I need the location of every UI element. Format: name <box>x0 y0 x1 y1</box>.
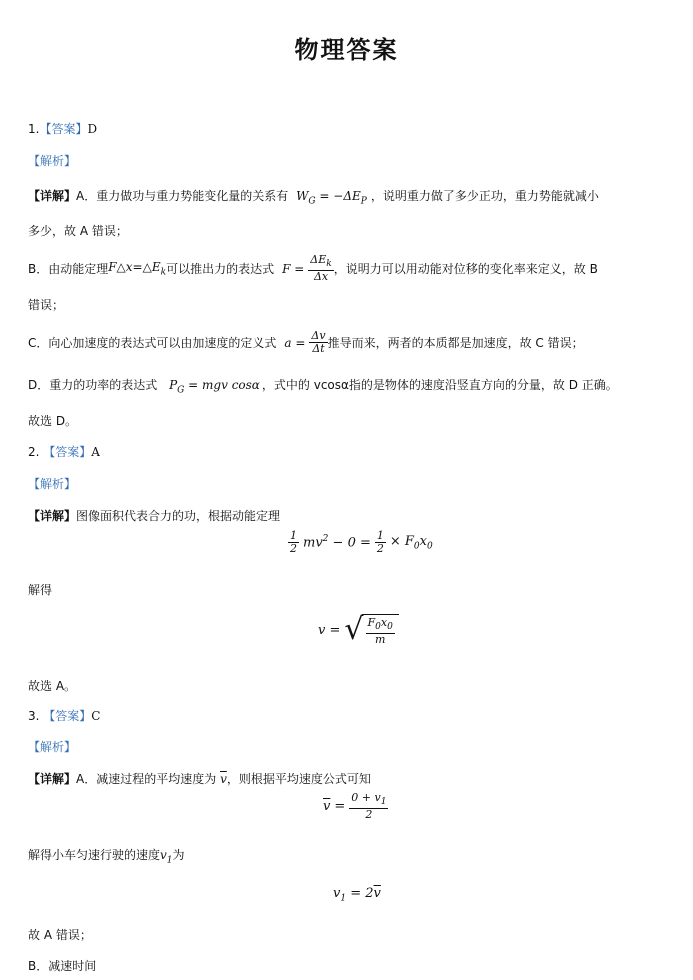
q1-detail-tag: 【详解】 <box>28 189 77 203</box>
q3-analysis-tag: 【解析】 <box>28 740 77 754</box>
q2-answer-tag: 【答案】 <box>43 445 92 459</box>
q1-conclusion: 故选 D。 <box>28 414 78 428</box>
q2-detail-text: 图像面积代表合力的功，根据动能定理 <box>76 509 281 523</box>
q1-b-formula-lhs: F = <box>282 261 305 276</box>
q2-number: 2. <box>28 445 40 459</box>
q1-b-text4: 错误； <box>28 298 65 312</box>
q1-option-c <box>28 330 584 355</box>
q1-option-d <box>28 376 618 395</box>
q2-answer-value: A <box>91 445 100 459</box>
q1-b-fraction: $\frac{\Delta E_k}{\Delta x}$ <box>310 253 332 284</box>
q1-option-b <box>28 254 598 283</box>
q3-v1-symbol: $v_1$ <box>160 848 173 866</box>
q2-detail-tag: 【详解】 <box>28 509 77 523</box>
q3-answer-tag: 【答案】 <box>43 709 92 723</box>
q3-solve-line <box>28 846 185 865</box>
q2-answer-line <box>28 443 100 460</box>
q1-option-a <box>28 187 599 206</box>
q1-b-inline-formula: $F\triangle x=\triangle E_k$ <box>108 259 167 278</box>
q3-a-text: A．减速过程的平均速度为 <box>76 772 217 786</box>
q1-d-text: D．重力的功率的表达式 <box>28 378 158 392</box>
q3-v1-equation: $v_1 = 2\overline{v}$ <box>333 886 381 904</box>
q1-number: 1. <box>28 122 40 136</box>
q3-option-b: B．减速时间 <box>28 959 97 973</box>
q1-a-text2: ，说明重力做了多少正功，重力势能就减小 <box>370 189 599 203</box>
q1-d-formula: $P_G$ = mgv cosα <box>169 378 260 396</box>
q1-b-text: B．由动能定理 <box>28 262 109 277</box>
q1-a-text: A．重力做功与重力势能变化量的关系有 <box>76 189 289 203</box>
q3-answer-value: C <box>91 709 101 723</box>
q1-b-text3: ，说明力可以用动能对位移的变化率来定义，故 B <box>333 262 598 277</box>
q1-b-text2: 可以推出力的表达式 <box>166 262 275 277</box>
q3-number: 3. <box>28 709 40 723</box>
q2-analysis-tag: 【解析】 <box>28 477 77 491</box>
q1-analysis-tag: 【解析】 <box>28 154 77 168</box>
q2-detail <box>28 507 280 524</box>
q3-avg-velocity-symbol: $\overline{v}$ <box>220 772 227 786</box>
q1-answer-line <box>28 120 97 137</box>
q3-option-a <box>28 770 371 787</box>
q3-solve-text2: 为 <box>172 848 185 862</box>
q2-conclusion: 故选 A。 <box>28 679 77 693</box>
q3-a-text2: ，则根据平均速度公式可知 <box>226 772 371 786</box>
q3-a-conclusion: 故 A 错误； <box>28 928 92 942</box>
q1-c-text: C．向心加速度的表达式可以由加速度的定义式 <box>28 336 277 351</box>
q1-answer-tag: 【答案】 <box>39 122 88 136</box>
q2-velocity-equation: v = √ $\frac{F_0x_0}{m}$ <box>318 614 399 646</box>
page-title: 物理答案 <box>294 36 399 64</box>
q1-a-formula: $W_G = -\Delta E_P$ <box>296 189 367 207</box>
q2-energy-equation: $\frac{1}{2}$ $mv^2 - 0$ = $\frac{1}{2}$ × $F_0x_0$ <box>290 529 433 556</box>
q3-solve-text: 解得小车匀速行驶的速度 <box>28 848 161 862</box>
q1-answer-value: D <box>87 122 98 136</box>
q1-d-text2: ，式中的 vcosα指的是物体的速度沿竖直方向的分量，故 D 正确。 <box>261 378 618 392</box>
q3-avg-velocity-equation: $\overline{v}$ = $\frac{0 + v_1}{2}$ <box>323 791 387 822</box>
q1-c-formula-lhs: a = <box>284 335 306 350</box>
q3-detail-tag: 【详解】 <box>28 772 77 786</box>
q1-a-text3: 多少，故 A 错误； <box>28 224 128 238</box>
q2-solve-label: 解得 <box>28 583 53 597</box>
q1-c-fraction: $\frac{\Delta v}{\Delta t}$ <box>311 329 326 356</box>
q3-answer-line <box>28 707 100 724</box>
q1-c-text2: 推导而来，两者的本质都是加速度，故 C 错误； <box>327 336 584 351</box>
